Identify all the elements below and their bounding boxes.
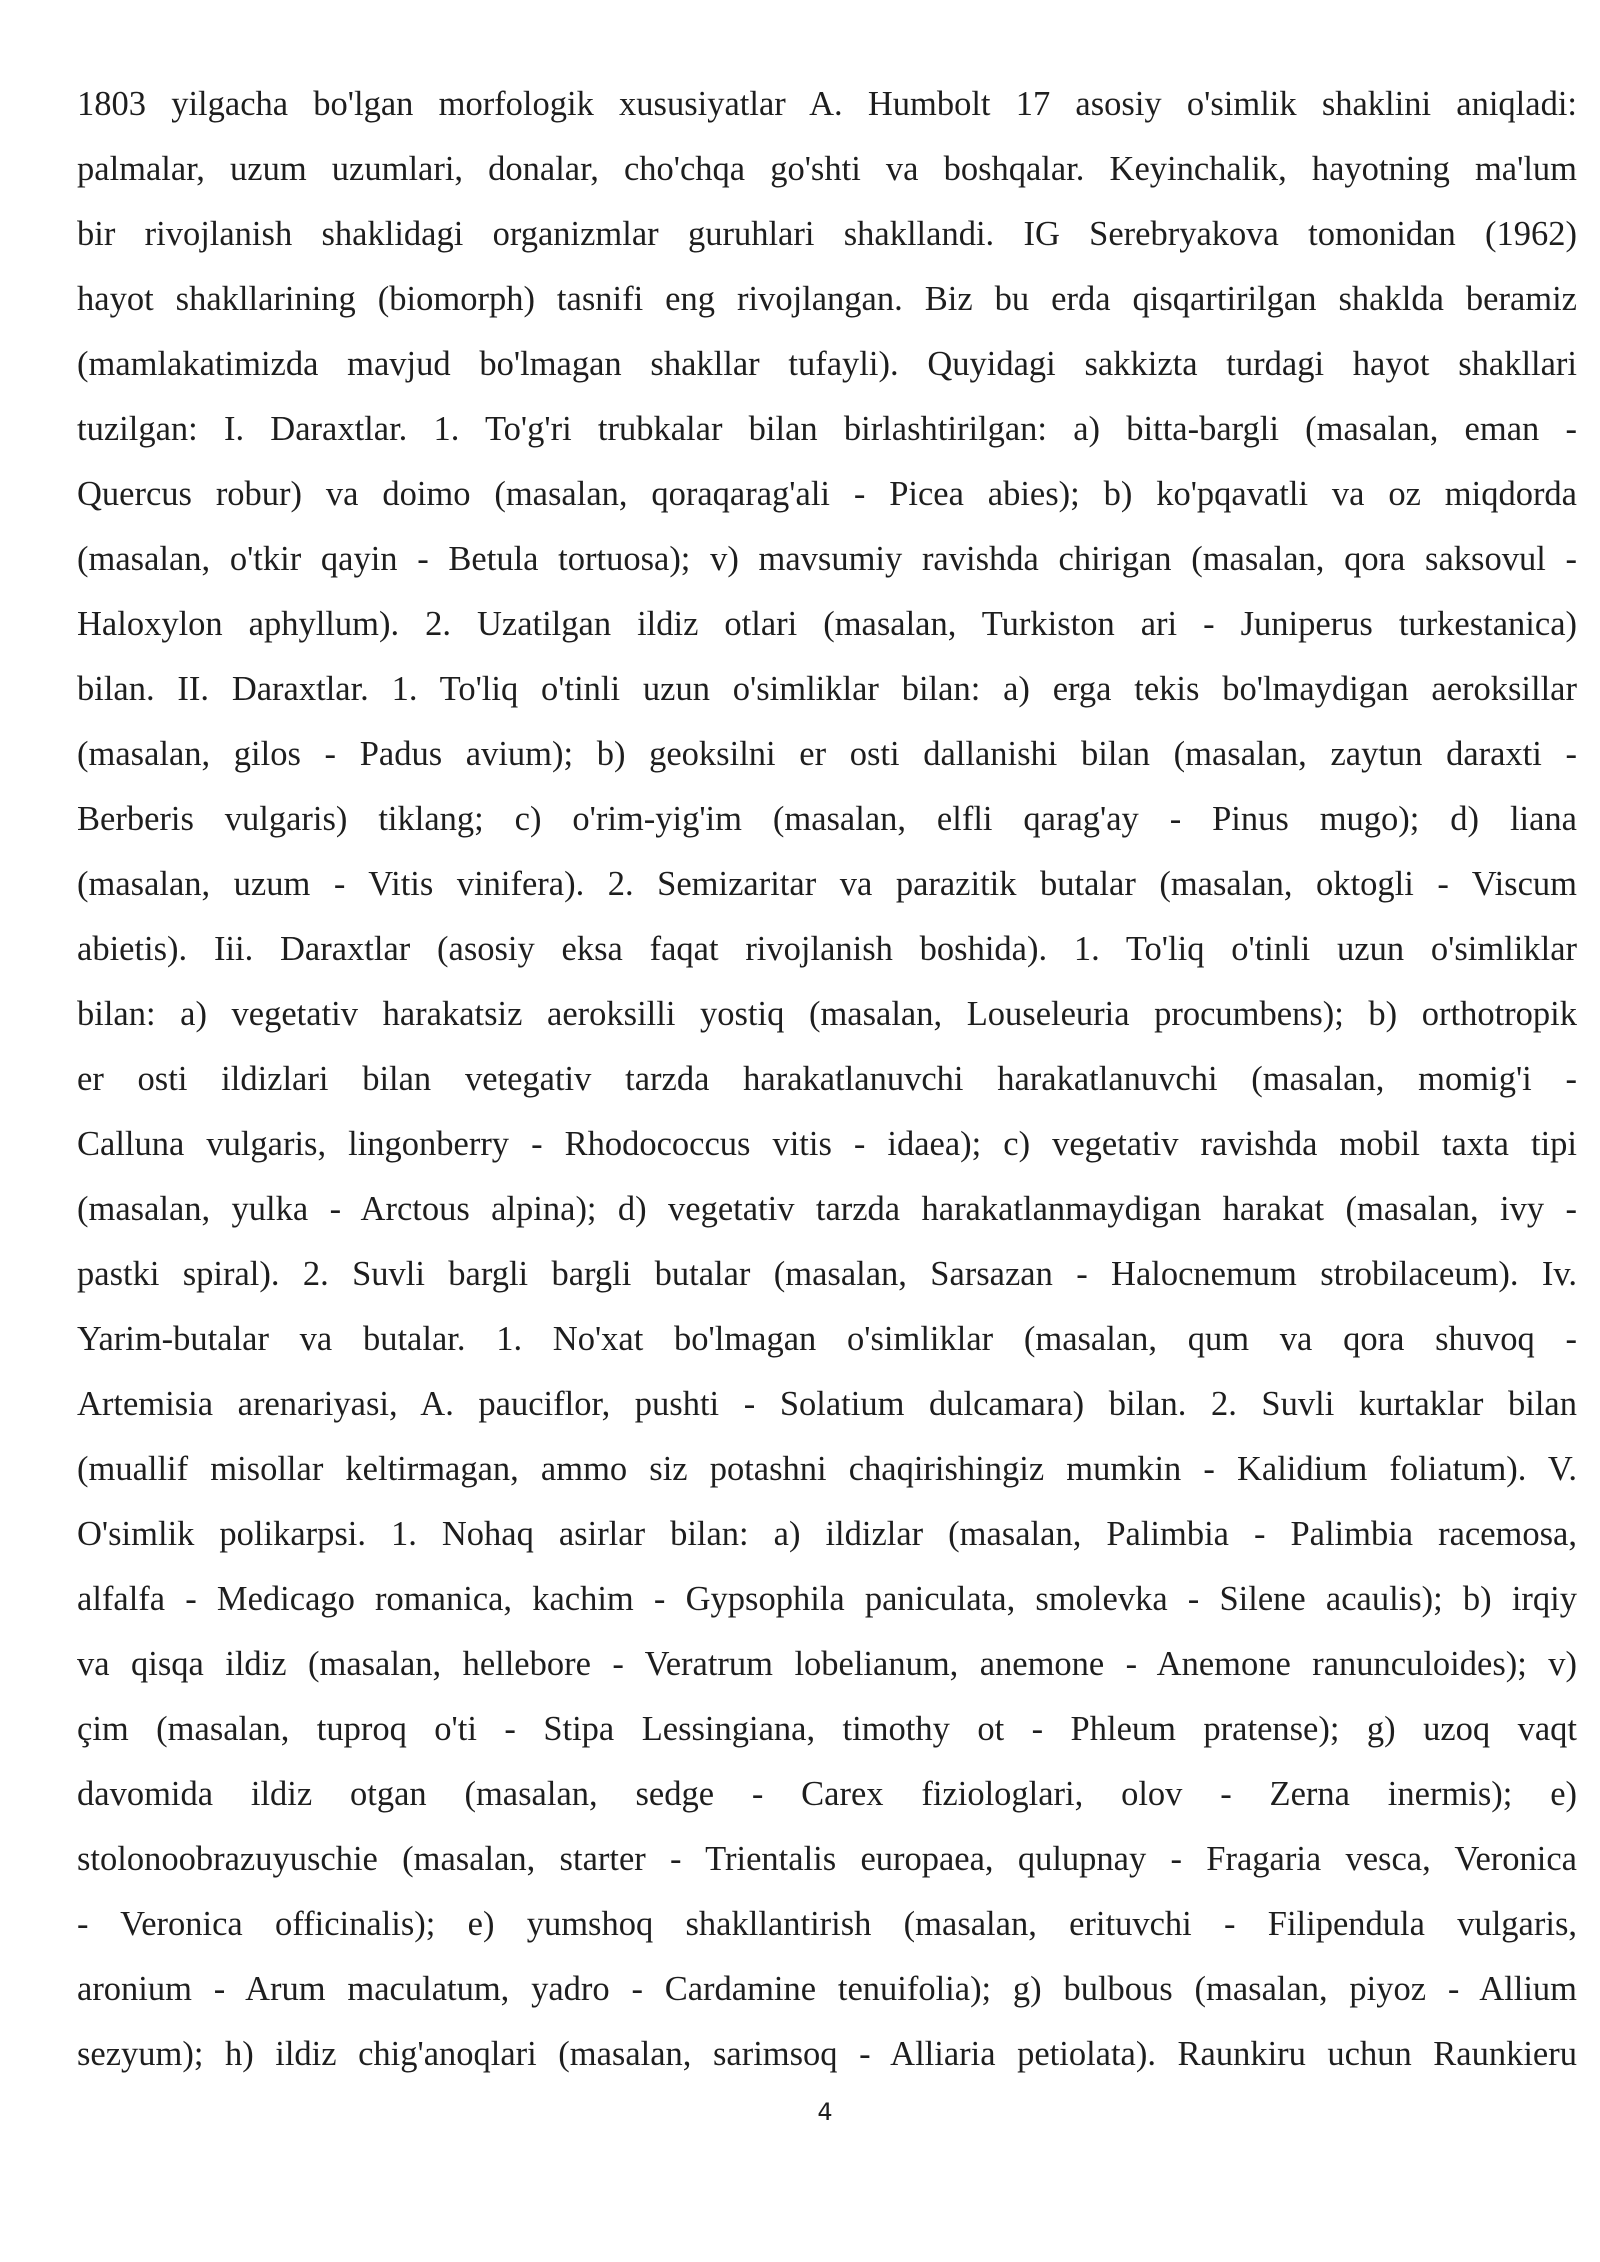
text-line: hayot shakllarining (biomorph) tasnifi eng rivojlangan. Biz bu erda qisqartirilgan shaklda beramiz [77, 280, 1577, 318]
text-line: tuzilgan: I. Daraxtlar. 1. To'g'ri trubkalar bilan birlashtirilgan: a) bitta-bargli (masalan, eman - [77, 410, 1577, 448]
text-line: çim (masalan, tuproq o'ti - Stipa Lessingiana, timothy ot - Phleum pratense); g) uzoq vaqt [77, 1710, 1577, 1748]
text-line: 1803 yilgacha bo'lgan morfologik xususiyatlar A. Humbolt 17 asosiy o'simlik shaklini aniqladi: [77, 85, 1577, 123]
text-line: O'simlik polikarpsi. 1. Nohaq asirlar bilan: a) ildizlar (masalan, Palimbia - Palimbia racemosa, [77, 1515, 1577, 1553]
text-line: bilan. II. Daraxtlar. 1. To'liq o'tinli uzun o'simliklar bilan: a) erga tekis bo'lmaydigan aeroksillar [77, 670, 1577, 708]
text-line: (masalan, o'tkir qayin - Betula tortuosa); v) mavsumiy ravishda chirigan (masalan, qora saksovul - [77, 540, 1577, 578]
text-line: stolonoobrazuyuschie (masalan, starter - Trientalis europaea, qulupnay - Fragaria vesca, Veronica [77, 1840, 1577, 1878]
text-line: er osti ildizlari bilan vetegativ tarzda harakatlanuvchi harakatlanuvchi (masalan, momig'i - [77, 1060, 1577, 1098]
text-line: davomida ildiz otgan (masalan, sedge - Carex fiziologlari, olov - Zerna inermis); e) [77, 1775, 1577, 1813]
text-line: va qisqa ildiz (masalan, hellebore - Veratrum lobelianum, anemone - Anemone ranunculoides); v) [77, 1645, 1577, 1683]
text-line: Berberis vulgaris) tiklang; c) o'rim-yig'im (masalan, elfli qarag'ay - Pinus mugo); d) liana [77, 800, 1577, 838]
text-line: (muallif misollar keltirmagan, ammo siz potashni chaqirishingiz mumkin - Kalidium foliatum). V. [77, 1450, 1577, 1488]
page-number: 4 [817, 2098, 833, 2126]
text-line: alfalfa - Medicago romanica, kachim - Gypsophila paniculata, smolevka - Silene acaulis); b) irqiy [77, 1580, 1577, 1618]
text-line: Haloxylon aphyllum). 2. Uzatilgan ildiz otlari (masalan, Turkiston ari - Juniperus turkestanica) [77, 605, 1577, 643]
text-line: (masalan, gilos - Padus avium); b) geoksilni er osti dallanishi bilan (masalan, zaytun daraxti - [77, 735, 1577, 773]
text-line: Artemisia arenariyasi, A. pauciflor, pushti - Solatium dulcamara) bilan. 2. Suvli kurtaklar bilan [77, 1385, 1577, 1423]
text-line: Yarim-butalar va butalar. 1. No'xat bo'lmagan o'simliklar (masalan, qum va qora shuvoq - [77, 1320, 1577, 1358]
text-line: palmalar, uzum uzumlari, donalar, cho'chqa go'shti va boshqalar. Keyinchalik, hayotning ma'lum [77, 150, 1577, 188]
text-line: (masalan, uzum - Vitis vinifera). 2. Semizaritar va parazitik butalar (masalan, oktogli - Viscum [77, 865, 1577, 903]
text-line: pastki spiral). 2. Suvli bargli bargli butalar (masalan, Sarsazan - Halocnemum strobilaceum). Iv. [77, 1255, 1577, 1293]
text-line: abietis). Iii. Daraxtlar (asosiy eksa faqat rivojlanish boshida). 1. To'liq o'tinli uzun o'simliklar [77, 930, 1577, 968]
text-line: (mamlakatimizda mavjud bo'lmagan shakllar tufayli). Quyidagi sakkizta turdagi hayot shakllari [77, 345, 1577, 383]
text-line: aronium - Arum maculatum, yadro - Cardamine tenuifolia); g) bulbous (masalan, piyoz - Allium [77, 1970, 1577, 2008]
text-line: bir rivojlanish shaklidagi organizmlar guruhlari shakllandi. IG Serebryakova tomonidan (1962) [77, 215, 1577, 253]
text-line: (masalan, yulka - Arctous alpina); d) vegetativ tarzda harakatlanmaydigan harakat (masalan, ivy - [77, 1190, 1577, 1228]
text-line: Calluna vulgaris, lingonberry - Rhodococcus vitis - idaea); c) vegetativ ravishda mobil taxta tipi [77, 1125, 1577, 1163]
text-line: - Veronica officinalis); e) yumshoq shakllantirish (masalan, erituvchi - Filipendula vulgaris, [77, 1905, 1577, 1943]
text-line: Quercus robur) va doimo (masalan, qoraqarag'ali - Picea abies); b) ko'pqavatli va oz miqdorda [77, 475, 1577, 513]
text-line: sezyum); h) ildiz chig'anoqlari (masalan, sarimsoq - Alliaria petiolata). Raunkiru uchun Raunkieru [77, 2035, 1577, 2073]
body-text [77, 72, 1577, 2087]
text-line: bilan: a) vegetativ harakatsiz aeroksilli yostiq (masalan, Louseleuria procumbens); b) orthotropik [77, 995, 1577, 1033]
